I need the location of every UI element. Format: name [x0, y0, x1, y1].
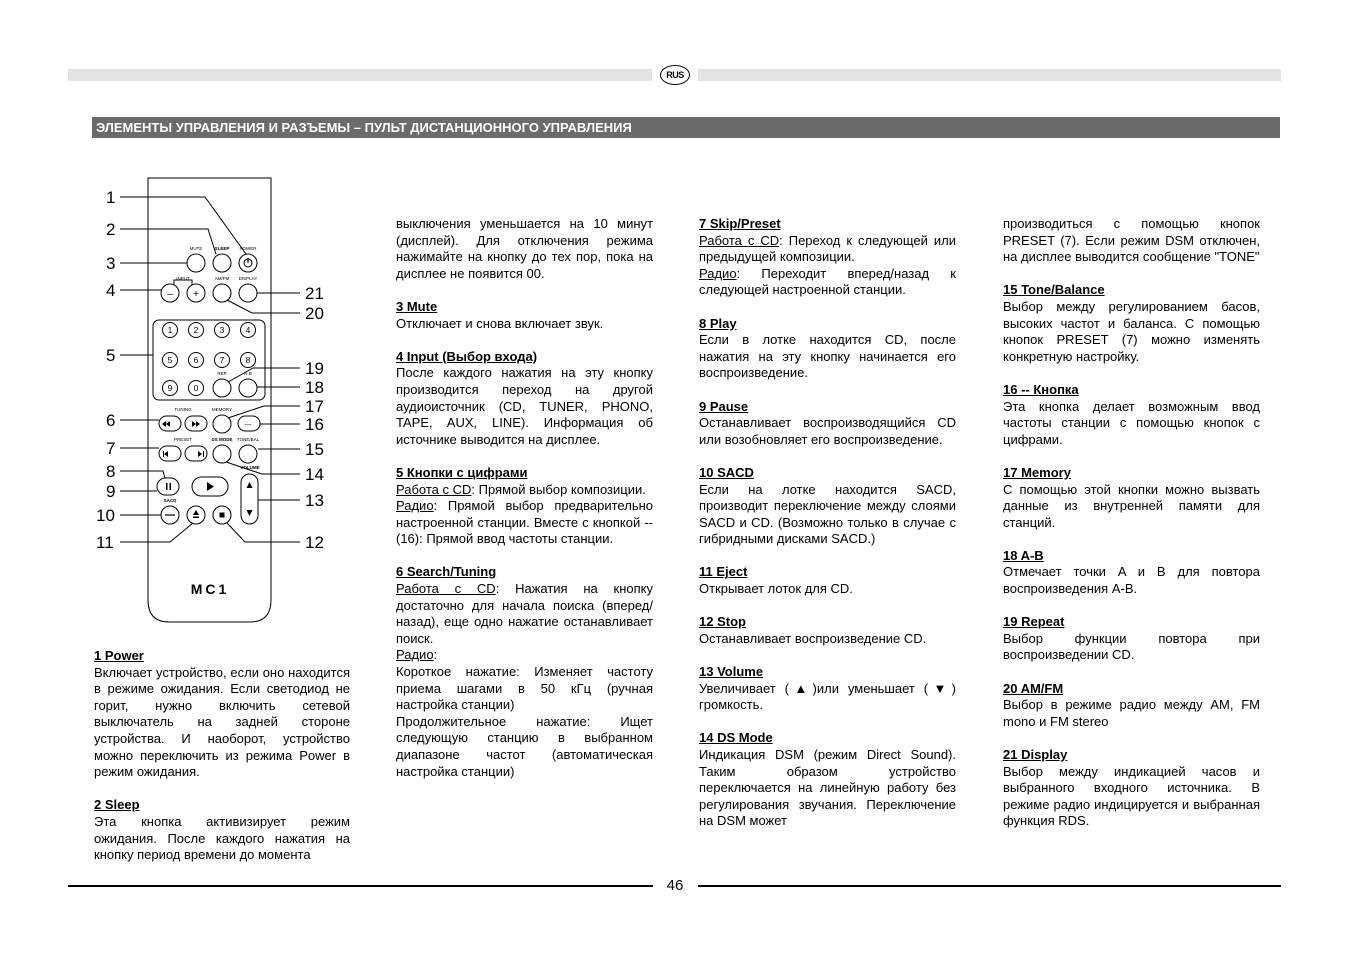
amfm-section: [1003, 681, 1260, 731]
digit-label: 8: [245, 355, 251, 365]
section-heading: 1 Power: [94, 648, 144, 663]
stop-icon: [220, 513, 225, 518]
callout-11: 11: [96, 533, 114, 552]
section-body: Индикация DSM (режим Direct Sound). Таким образом устройство переключается на линейную работу без регулирования звучания. Переключение на DSM может: [699, 747, 956, 829]
section-heading: 19 Repeat: [1003, 614, 1065, 630]
callout-12: 12: [305, 533, 324, 552]
callout-3: 3: [106, 254, 116, 273]
mode-label: Радио: [699, 265, 737, 281]
section-heading: 20 AM/FM: [1003, 680, 1064, 696]
mode-label: Радио: [396, 647, 434, 663]
input-section: [396, 349, 653, 449]
section-body: Выбор в режиме радио между AM, FM mono и FM stereo: [1003, 697, 1260, 729]
section-heading: 9 Pause: [699, 398, 749, 414]
input-label: INPUT: [176, 276, 190, 281]
volume-rocker: [241, 474, 258, 524]
callout-8: 8: [106, 462, 116, 481]
callout-6: 6: [106, 411, 116, 430]
section-body: После каждого нажатия на эту кнопку производится переход на другой аудиоисточник (CD, TUNER, PHONO, TAPE, AUX, LINE). Информация об источнике выводится на дисплее.: [396, 365, 653, 447]
section-heading: 11 Eject: [699, 564, 748, 580]
preset-label: PRESET: [173, 437, 193, 442]
callout-13: 13: [305, 491, 324, 510]
callout-20: 20: [305, 304, 324, 323]
sleep-section: [94, 797, 350, 863]
section-body: Если на лотке находится SACD, производит переключение между слоями SACD и CD. (Возможно только в случае с гибридными дисками SACD.): [699, 481, 956, 547]
section-heading: 3 Mute: [396, 298, 438, 314]
callout-17: 17: [305, 397, 324, 416]
mode-label: Работа с CD: [699, 232, 780, 248]
memory-label: MEMORY: [211, 407, 233, 412]
header-bar-left: [68, 69, 652, 81]
remote-control-diagram: [0, 170, 360, 630]
digit-label: 2: [193, 325, 199, 335]
header-bar-right: [698, 69, 1281, 81]
digit-label: 0: [193, 383, 199, 393]
pause-section: [699, 399, 956, 449]
digits-section: [396, 465, 653, 548]
callout-16: 16: [305, 415, 324, 434]
footer-rule-left: [68, 885, 653, 887]
tonebal-label: TONE/BAL: [236, 437, 260, 442]
ab-button: [239, 379, 257, 397]
section-body: Радио: Переходит вперед/назад к следующей настроенной станции.: [699, 265, 956, 298]
callout-21: 21: [305, 284, 324, 303]
sacd-section: [699, 465, 956, 548]
callout-10: 10: [96, 506, 115, 525]
callout-18: 18: [305, 378, 324, 397]
pause-button: [157, 478, 179, 495]
digit-label: 7: [219, 355, 225, 365]
mute-button: [187, 254, 205, 272]
callout-15: 15: [305, 440, 324, 459]
search-section: [396, 564, 653, 780]
section-heading: 2 Sleep: [94, 797, 140, 813]
volume-up-icon: [247, 482, 253, 488]
digit-label: 3: [219, 325, 225, 335]
callout-9: 9: [106, 482, 116, 501]
volume-label: VOLUME: [240, 465, 260, 470]
mode-label: Работа с CD: [396, 481, 472, 497]
section-heading: 8 Play: [699, 315, 737, 331]
footer-rule-right: [698, 885, 1281, 887]
tuning-label: TUNING: [174, 407, 192, 412]
section-body: Останавливает воспроизводящийся CD или возобновляет его воспроизведение.: [699, 415, 956, 447]
tonebal-button: [239, 445, 257, 463]
repeat-section: [1003, 614, 1260, 664]
svg-text:+: +: [193, 289, 199, 300]
section-body: Выбор между индикацией часов и выбранного входного источника. В режиме радио индицируется и выбранная функция RDS.: [1003, 763, 1260, 829]
text-column-4: [1003, 216, 1260, 830]
power-section: [94, 648, 350, 781]
eject-section: [699, 564, 956, 597]
section-body: Короткое нажатие: Изменяет частоту приема шагами в 50 кГц (ручная настройка станции): [396, 664, 653, 713]
dsmode-section: [699, 730, 956, 830]
section-heading: 10 SACD: [699, 464, 754, 480]
display-section: [1003, 747, 1260, 830]
digit-label: 9: [167, 383, 173, 393]
tone-section: [1003, 282, 1260, 365]
memory-section: [1003, 465, 1260, 531]
language-badge: RUS: [660, 65, 690, 85]
section-heading: 14 DS Mode: [699, 730, 773, 746]
section-body: Продолжительное нажатие: Ищет следующую станцию в выбранном диапазоне частот (автоматическая настройка станции): [396, 713, 653, 779]
sleep-continued: выключения уменьшается на 10 минут (дисплей). Для отключения режима нажимайте на кнопку до тех пор, пока на дисплее не появится 00.: [396, 216, 653, 281]
ab-label: A-B: [244, 371, 252, 376]
amfm-button: [213, 284, 231, 302]
skip-back-icon: [164, 451, 168, 457]
section-body: Останавливает воспроизведение CD.: [699, 630, 927, 646]
svg-text:---: ---: [244, 422, 252, 429]
section-heading: 6 Search/Tuning: [396, 564, 497, 580]
display-button: [239, 284, 257, 302]
section-body: Радио: Прямой выбор предварительно настроенной станции. Вместе с кнопкой -- (16): Прямой ввод частоты станции.: [396, 498, 653, 547]
rep-label: REP: [217, 371, 227, 376]
section-body: Если в лотке находится CD, после нажатия на эту кнопку начинается его воспроизведение.: [699, 332, 956, 381]
section-body: Увеличивает (▲)или уменьшает (▼) громкость.: [699, 680, 956, 713]
power-label: POWER: [239, 246, 257, 251]
section-heading: 18 A-B: [1003, 547, 1044, 563]
rewind-icon: [162, 421, 166, 427]
digit-label: 5: [167, 355, 173, 365]
digit-label: 4: [245, 325, 251, 335]
callout-14: 14: [305, 465, 324, 484]
section-body: Выбор функции повтора при воспроизведении CD.: [1003, 630, 1260, 663]
sacd-label: SACD: [163, 498, 177, 503]
stop-section: [699, 614, 956, 647]
section-body: Работа с CD: Прямой выбор композиции.: [396, 481, 646, 497]
dsmode-label: DS MODE: [211, 437, 233, 442]
model-label: MC1: [190, 581, 230, 597]
dsmode-button: [213, 445, 231, 463]
callout-2: 2: [106, 220, 116, 239]
section-body: Открывает лоток для CD.: [699, 581, 853, 597]
section-heading: 13 Volume: [699, 664, 764, 680]
section-heading: 12 Stop: [699, 614, 746, 630]
section-heading: 15 Tone/Balance: [1003, 282, 1105, 298]
preset-back-button: [159, 446, 181, 461]
section-body: Отмечает точки A и B для повтора воспроизведения A-B.: [1003, 564, 1260, 597]
dsmode-continued: производиться с помощью кнопок PRESET (7). Если режим DSM отключен, на дисплее выводится сообщение "TONE": [1003, 216, 1260, 265]
mute-section: [396, 299, 653, 332]
dash-section: [1003, 382, 1260, 448]
mute-label: MUTE: [189, 246, 203, 251]
section-body: Эта кнопка активизирует режим ожидания. После каждого нажатия на кнопку период времени до момента: [94, 813, 350, 863]
amfm-label: AM/FM: [214, 276, 230, 281]
mode-label: Работа с CD: [396, 581, 496, 597]
section-heading: 5 Кнопки с цифрами: [396, 464, 528, 480]
section-heading: 17 Memory: [1003, 464, 1071, 480]
section-body: Работа с CD: Нажатия на кнопку достаточно для начала поиска (вперед/назад), еще одно нажатие останавливает поиск.: [396, 581, 653, 646]
skip-section: [699, 216, 956, 299]
page-number: 46: [666, 877, 684, 894]
section-heading: 16 -- Кнопка: [1003, 381, 1079, 397]
pause-icon: [166, 483, 168, 490]
section-body: С помощью этой кнопки можно вызвать данные из внутренней памяти для станций.: [1003, 481, 1260, 530]
mode-label: Радио: [396, 498, 434, 514]
callout-4: 4: [106, 281, 116, 300]
section-body: Работа с CD: Переход к следующей или предыдущей композиции.: [699, 232, 956, 265]
callout-7: 7: [106, 439, 116, 458]
skip-forward-icon: [198, 451, 202, 457]
section-body: Отключает и снова включает звук.: [396, 315, 604, 331]
section-heading: 7 Skip/Preset: [699, 216, 781, 231]
section-body: Включает устройство, если оно находится в режиме ожидания. Если светодиод не горит, нужно включить сетевой выключатель на задней стороне устройства. И наоборот, устройство можно переключить из режима Power в режим ожидания.: [94, 664, 350, 780]
text-column-1: [94, 648, 350, 864]
callout-5: 5: [106, 346, 116, 365]
text-column-2: [396, 216, 653, 780]
sleep-button: [213, 254, 231, 272]
svg-text:–: –: [167, 289, 173, 300]
section-body: Эта кнопка делает возможным ввод частоты станции с помощью кнопок с цифрами.: [1003, 398, 1260, 447]
callout-1: 1: [106, 188, 116, 207]
volume-down-icon: [247, 510, 253, 516]
volume-section: [699, 664, 956, 714]
play-icon: [207, 482, 214, 491]
play-section: [699, 316, 956, 382]
section-heading: 4 Input (Выбор входа): [396, 348, 538, 364]
sleep-label: SLEEP: [214, 246, 230, 251]
text-column-3: [699, 216, 956, 830]
digit-label: 1: [167, 325, 173, 335]
section-heading: 21 Display: [1003, 747, 1068, 762]
eject-icon: [193, 510, 199, 515]
ab-section: [1003, 548, 1260, 598]
fast-forward-icon: [192, 421, 196, 427]
section-body: Выбор между регулированием басов, высоких частот и баланса. С помощью кнопок PRESET (7) можно изменять конкретную настройку.: [1003, 298, 1260, 364]
section-body: Радио:: [396, 647, 438, 663]
section-title: ЭЛЕМЕНТЫ УПРАВЛЕНИЯ И РАЗЪЕМЫ – ПУЛЬТ ДИСТАНЦИОННОГО УПРАВЛЕНИЯ: [92, 117, 1280, 138]
callout-19: 19: [305, 359, 324, 378]
digit-label: 6: [193, 355, 199, 365]
display-label: DISPLAY: [238, 276, 258, 281]
